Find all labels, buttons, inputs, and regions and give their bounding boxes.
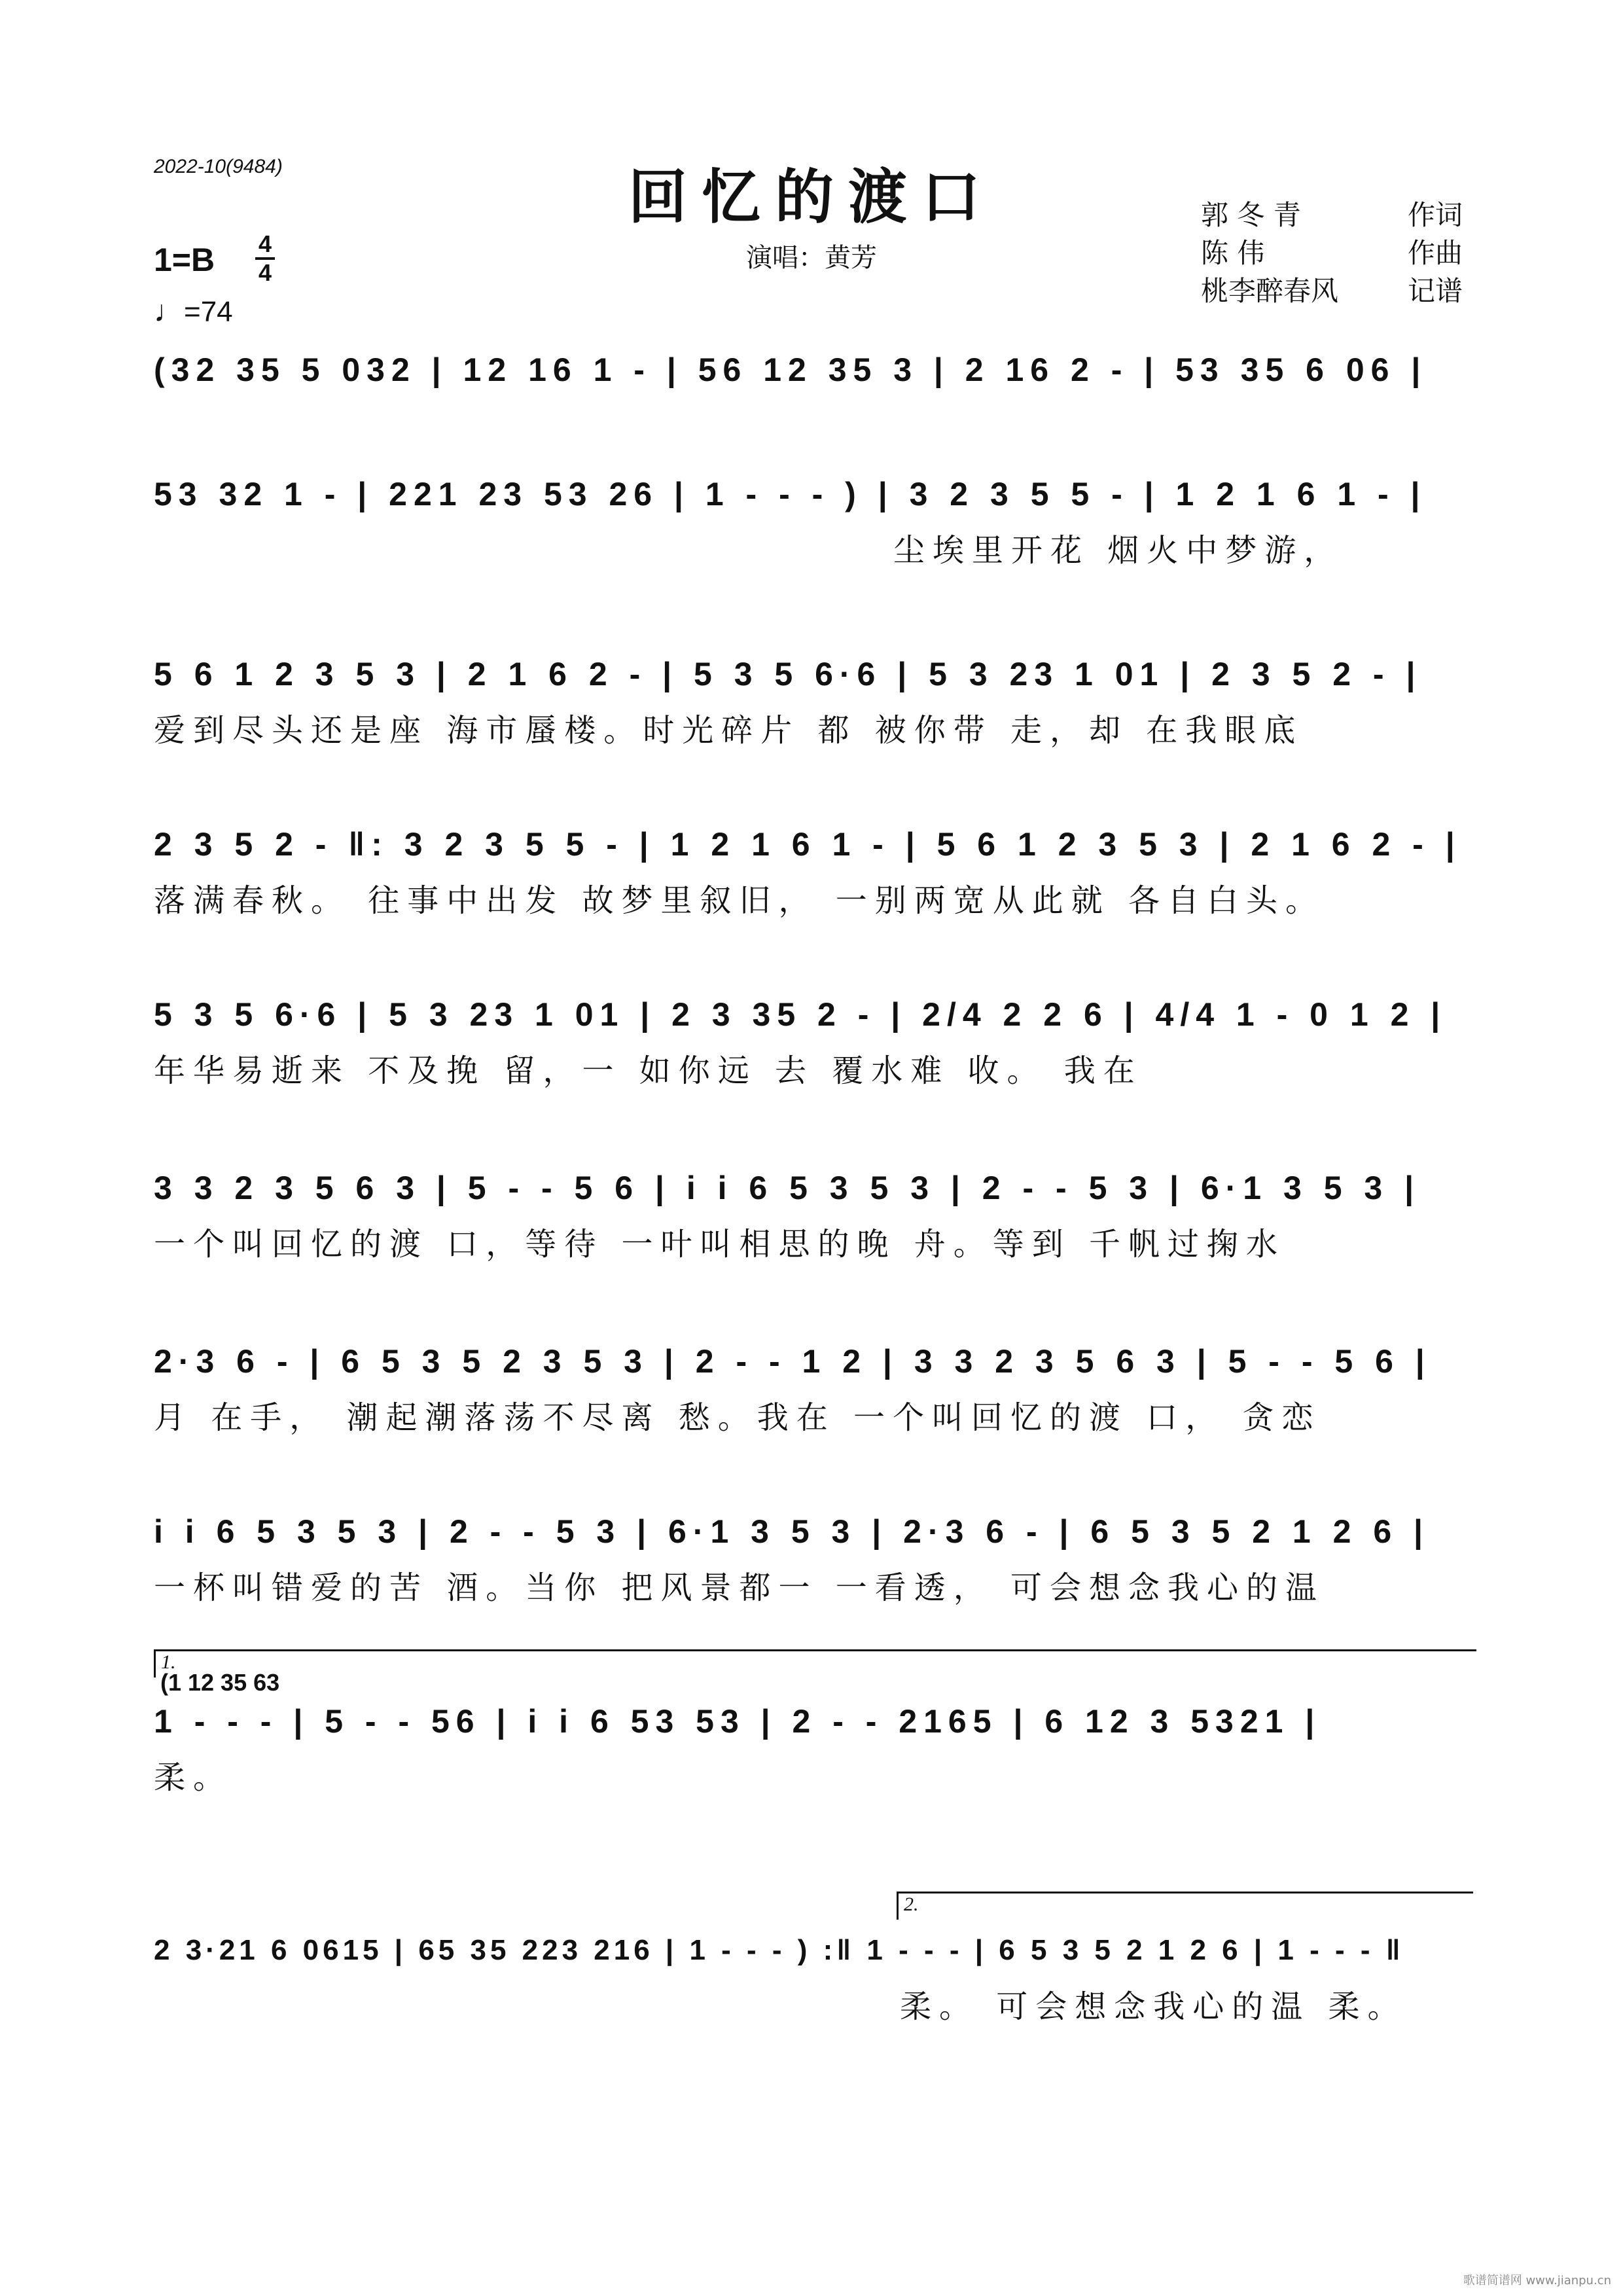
lyricist-credit	[1201, 196, 1463, 234]
notes-line: i i 6 5 3 5 3 | 2 - - 5 3 | 6·1 3 5 3 | 2·3 6 - | 6 5 3 5 2 1 2 6 |	[154, 1513, 1430, 1550]
music-system-5	[154, 988, 1469, 1090]
music-system-9	[154, 1669, 1469, 1797]
notes-line: 53 32 1 - | 221 23 53 26 | 1 - - - ) | 3 2 3 5 5 - | 1 2 1 6 1 - |	[154, 476, 1427, 512]
lyrics-line: 柔。 可会想念我心的温 柔。	[900, 1988, 1407, 2025]
composer-name: 陈 伟	[1201, 237, 1265, 269]
key-signature: 1=B	[154, 242, 215, 278]
notes-line: 5 6 1 2 3 5 3 | 2 1 6 2 - | 5 3 5 6·6 | 5 3 23 1 01 | 2 3 5 2 - |	[154, 656, 1422, 692]
second-ending-bracket	[897, 1892, 1473, 1920]
music-system-2	[154, 468, 1469, 570]
music-system-1	[154, 344, 1469, 406]
notes-line: (32 35 5 032 | 12 16 1 - | 56 12 35 3 | 2 16 2 - | 53 35 6 06 |	[154, 351, 1427, 388]
watermark-footer: 歌谱简谱网 www.jianpu.cn	[1463, 2274, 1611, 2287]
music-system-3	[154, 648, 1469, 750]
lyrics-line: 月 在手， 潮起潮落荡不尽离 愁。我在 一个叫回忆的渡 口， 贪恋	[154, 1399, 1321, 1436]
music-system-8	[154, 1505, 1469, 1607]
lyrics-line: 爱到尽头还是座 海市蜃楼。时光碎片 都 被你带 走，却 在我眼底	[154, 712, 1304, 749]
music-system-4	[154, 818, 1469, 920]
song-title: 回忆的渡口	[628, 162, 995, 232]
transcriber-name: 桃李醉春风	[1201, 275, 1339, 307]
second-ending-label: 2.	[904, 1893, 919, 1915]
tempo-marking	[154, 293, 233, 329]
lyrics-line: 落满春秋。 往事中出发 故梦里叙旧， 一别两宽从此就 各自白头。	[154, 882, 1325, 919]
transcriber-credit	[1201, 272, 1463, 310]
lyrics-line: 一杯叫错爱的苦 酒。当你 把风景都一 一看透， 可会想念我心的温	[154, 1570, 1325, 1606]
credits-block	[1201, 196, 1463, 310]
notes-line: 5 3 5 6·6 | 5 3 23 1 01 | 2 3 35 2 - | 2/4 2 2 6 | 4/4 1 - 0 1 2 |	[154, 996, 1447, 1033]
time-signature-top: 4	[258, 230, 272, 257]
notes-line: 2 3 5 2 - ‖: 3 2 3 5 5 - | 1 2 1 6 1 - | 5 6 1 2 3 5 3 | 2 1 6 2 - |	[154, 826, 1461, 863]
lyrics-line: 一个叫回忆的渡 口，等待 一叶叫相思的晚 舟。等到 千帆过掬水	[154, 1226, 1286, 1263]
tempo-value: =74	[184, 296, 233, 328]
music-system-10	[154, 1924, 1469, 2026]
lyrics-line: 尘埃里开花 烟火中梦游，	[893, 532, 1344, 569]
issue-number: 2022-10(9484)	[154, 156, 283, 177]
notes-line: 2 3·21 6 0615 | 65 35 223 216 | 1 - - - ) :‖ 1 - - - | 6 5 3 5 2 1 2 6 | 1 - - - ‖	[154, 1934, 1404, 1966]
notes-line: 2·3 6 - | 6 5 3 5 2 3 5 3 | 2 - - 1 2 | 3 3 2 3 5 6 3 | 5 - - 5 6 |	[154, 1343, 1431, 1380]
transcriber-role: 记谱	[1407, 275, 1463, 307]
first-ending-label: 1.	[161, 1651, 176, 1673]
composer-role: 作曲	[1407, 237, 1463, 269]
lyrics-line: 柔。	[154, 1759, 233, 1796]
singer-credit: 演唱：黄芳	[746, 243, 877, 273]
lyrics-line: 年华易逝来 不及挽 留，一 如你远 去 覆水难 收。 我在	[154, 1052, 1143, 1089]
intro-cue-notes: (1 12 35 63	[160, 1669, 280, 1696]
music-system-7	[154, 1335, 1469, 1437]
first-ending-bracket	[154, 1649, 1476, 1677]
quarter-note-icon: ♩	[154, 294, 184, 328]
lyricist-role: 作词	[1407, 199, 1463, 231]
time-signature	[255, 232, 275, 285]
notes-line: 3 3 2 3 5 6 3 | 5 - - 5 6 | i i 6 5 3 5 3 | 2 - - 5 3 | 6·1 3 5 3 |	[154, 1170, 1421, 1206]
notes-line: 1 - - - | 5 - - 56 | i i 6 53 53 | 2 - - 2165 | 6 12 3 5321 |	[154, 1703, 1321, 1740]
composer-credit	[1201, 234, 1463, 272]
lyricist-name: 郭 冬 青	[1201, 199, 1301, 231]
music-system-6	[154, 1162, 1469, 1264]
time-signature-bottom: 4	[258, 259, 272, 286]
